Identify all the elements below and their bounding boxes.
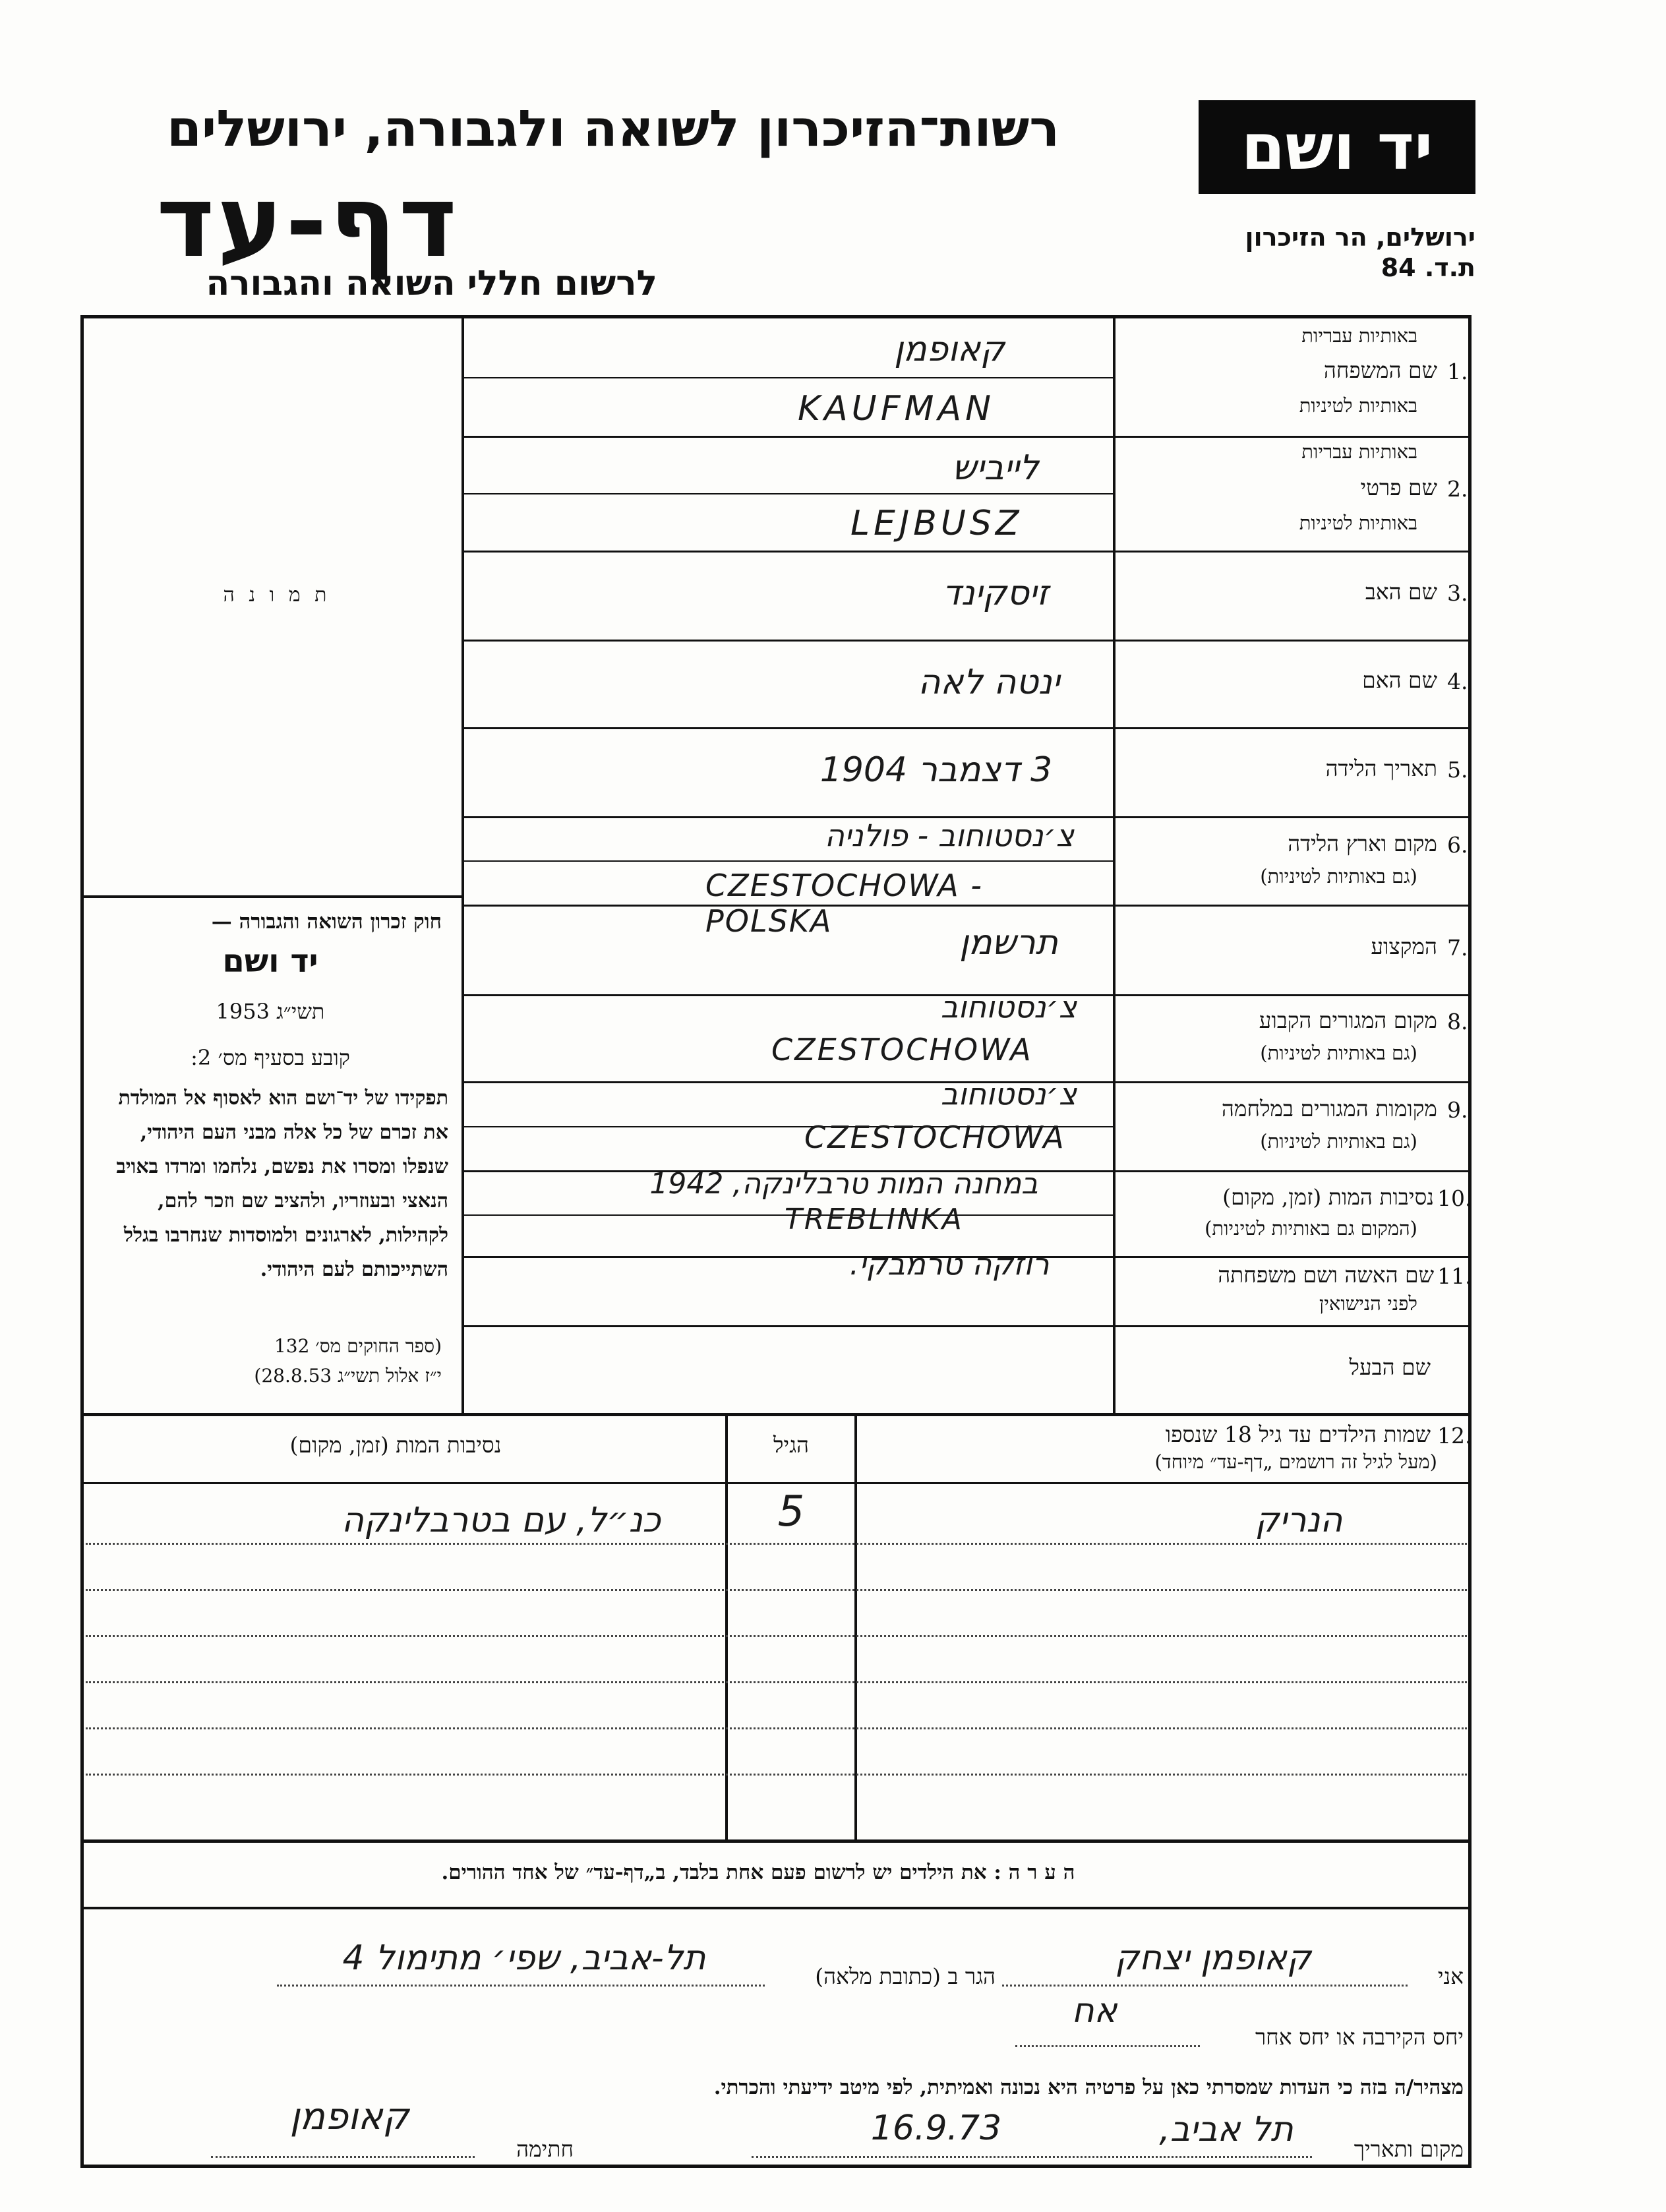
surname-label: שם המשפחה [1323,357,1437,383]
death-place-hint: (המקום גם באותיות לטיניות) [1205,1217,1417,1240]
row-separator [461,1325,1469,1327]
children-row-line [86,1589,1467,1591]
children-row-line [86,1681,1467,1683]
child-death-circumstances: כנ״ל, עם בטרבלינקה [341,1501,661,1540]
signature-label: חתימה [516,2136,574,2162]
children-row-line [86,1727,1467,1729]
war-residence-latin: CZESTOCHOWA [804,1120,1066,1155]
children-title: שמות הילדים עד גיל 18 שנספו [1165,1421,1431,1447]
children-note: ה ע ר ה : את הילדים יש לרשום פעם אחת בלבד, ב„דף-עד״ של אחד ההורים. [441,1861,1075,1884]
declaration-text: מצהיר/ה בזה כי העדות שמסרתי כאן על פרטיה היא נכונה ואמיתית, לפי מיטב ידיעתי והכרתי. [713,2076,1464,2099]
law-title: חוק זכרון השואה והגבורה — [211,910,442,934]
signature-line [211,2156,475,2158]
first-name-hebrew: לייביש [952,448,1039,488]
row-separator [461,640,1469,642]
relation-line [1015,2045,1200,2047]
father-name-label: שם האב [1365,579,1437,605]
form-subtitle: לרשום חללי השואה והגבורה [206,264,657,303]
profession-label: המקצוע [1371,934,1437,959]
birth-place-hebrew: צ׳נסטוחוב - פולניה [824,818,1075,853]
residence-label: מקום המגורים הקבוע [1259,1007,1437,1033]
photo-label: ת מ ו נ ה [223,583,331,607]
children-header-line [83,1482,1469,1484]
field-number: 5. [1447,757,1468,783]
children-row-line [86,1543,1467,1545]
children-age-header: הגיל [773,1432,809,1458]
declarant-address: תל-אביב, שפי׳ מתימול 4 [342,1938,706,1978]
children-col-divider [725,1413,728,1841]
date: 16.9.73 [870,2108,1002,2148]
wife-name: רוזקה טרמבקי. [849,1246,1050,1282]
relation: אח [1071,1991,1117,2031]
birth-date: 3 דצמבר 1904 [819,750,1053,790]
field-number: 1. [1447,359,1468,384]
form-title: דף-עד [156,165,460,280]
death-circumstances-label: נסיבות המות (זמן, מקום) [1222,1184,1434,1210]
photo-box-bottom [83,895,463,898]
mother-name-label: שם האם [1362,667,1437,693]
field-number: 10. [1437,1185,1472,1211]
field-number: 7. [1447,935,1468,961]
law-reference: (ספר החוקים מס׳ 132 [274,1335,442,1357]
relation-label: יחס הקירבה או יחס אחר [1255,2024,1464,2050]
children-row-line [86,1774,1467,1776]
child-name: הנריק [1255,1501,1343,1540]
death-circumstances: במחנה המות טרבלינקה, 1942 [649,1167,1038,1201]
sub-row-line [461,377,1114,378]
address-label: הגר ב (כתובת מלאה) [815,1963,996,1989]
field-number: 6. [1447,832,1468,858]
declarant-name: קאופמן יצחק [1115,1938,1311,1978]
first-name-latin: LEJBUSZ [850,504,1023,543]
residence-hebrew: צ׳נסטוחוב [940,989,1077,1025]
law-reference-date: י״ז אלול תשי״ג 28.8.53) [254,1365,442,1387]
surname-hebrew: קאופמן [894,330,1005,369]
place: תל אביב, [1159,2110,1294,2149]
also-latin-hint: (גם באותיות לטיניות) [1260,1042,1417,1064]
children-circumstances-header: נסיבות המות (זמן, מקום) [289,1432,502,1458]
law-year: תשי״ג 1953 [216,999,325,1024]
i-label: אני [1437,1963,1464,1989]
hebrew-letters-hint: באותיות עבריות [1301,324,1417,347]
also-latin-hint: (גם באותיות לטיניות) [1260,1130,1417,1152]
sub-row-line [461,860,1114,862]
latin-letters-hint: באותיות לטיניות [1299,394,1417,417]
profession: תרשמן [959,923,1058,963]
yad-vashem-logo [1199,100,1475,194]
field-number: 12. [1437,1423,1472,1449]
children-subtitle: (מעל לגיל זה רושמים „דף-עד״ מיוחד) [1154,1450,1437,1473]
war-residence-label: מקומות המגורים במלחמה [1221,1096,1437,1121]
residence-latin: CZESTOCHOWA [771,1032,1033,1067]
place-date-line [752,2156,1312,2158]
child-age: 5 [777,1487,805,1536]
first-name-label: שם פרטי [1360,475,1437,500]
row-separator [461,436,1469,438]
wife-name-label: שם האשה ושם משפחתה [1218,1262,1434,1288]
children-row-line [86,1635,1467,1637]
organization-name: רשות־הזיכרון לשואה ולגבורה, ירושלים [167,99,1059,158]
hebrew-letters-hint: באותיות עבריות [1301,440,1417,463]
declarant-section-top [83,1907,1469,1909]
latin-letters-hint: באותיות לטיניות [1299,512,1417,534]
row-separator [461,727,1469,729]
death-place-latin: TREBLINKA [785,1203,964,1236]
law-section: קובע בסעיף מס׳ 2: [191,1045,350,1070]
address-line [277,1985,765,1987]
field-number: 3. [1447,580,1468,606]
field-number: 4. [1447,669,1468,694]
maiden-name-hint: לפני הנישואין [1319,1292,1417,1315]
birth-date-label: תאריך הלידה [1325,756,1437,781]
husband-name-label: שם הבעל [1349,1354,1431,1380]
war-residence-hebrew: צ׳נסטוחוב [940,1076,1077,1112]
children-section-top [83,1413,1469,1416]
children-col-divider [854,1413,857,1841]
address-line: ירושלים, הר הזיכרון [1245,223,1475,252]
declarant-name-line [1002,1985,1408,1987]
field-number: 11. [1437,1263,1472,1289]
birth-place-latin: CZESTOCHOWA - POLSKA [705,868,983,939]
birth-place-label: מקום וארץ הלידה [1288,831,1437,856]
po-box-line: ת.ד. 84 [1381,253,1475,282]
label-column-divider [1113,318,1116,1416]
logo-text: יד ושם [1241,110,1433,184]
law-name: יד ושם [222,943,318,980]
field-number: 9. [1447,1097,1468,1123]
place-date-label: מקום ותאריך [1354,2136,1464,2162]
surname-latin: KAUFMAN [798,389,995,429]
left-column-divider [461,318,464,1416]
law-text: תפקידו של יד־ושם הוא לאסוף אל המולדת את זכרם של כל אלה מבני העם היהודי, שנפלו ומסרו את נפשם, נלחמו ומרדו באויב הנאצי ובעוזריו, ולהציב שם וזכר להם, לקהילות, לארגונים ולמוסדות שנחרבו בגלל השתייכותם לעם היהודי. [116,1087,448,1281]
signature: קאופמן [289,2095,409,2138]
row-separator [461,551,1469,553]
field-number: 8. [1447,1009,1468,1034]
field-number: 2. [1447,476,1468,502]
note-section-top [83,1839,1469,1843]
also-latin-hint: (גם באותיות לטיניות) [1260,865,1417,887]
father-name: זיסקינד [942,574,1049,613]
mother-name: ינטה לאה [918,663,1060,702]
sub-row-line [461,493,1114,494]
